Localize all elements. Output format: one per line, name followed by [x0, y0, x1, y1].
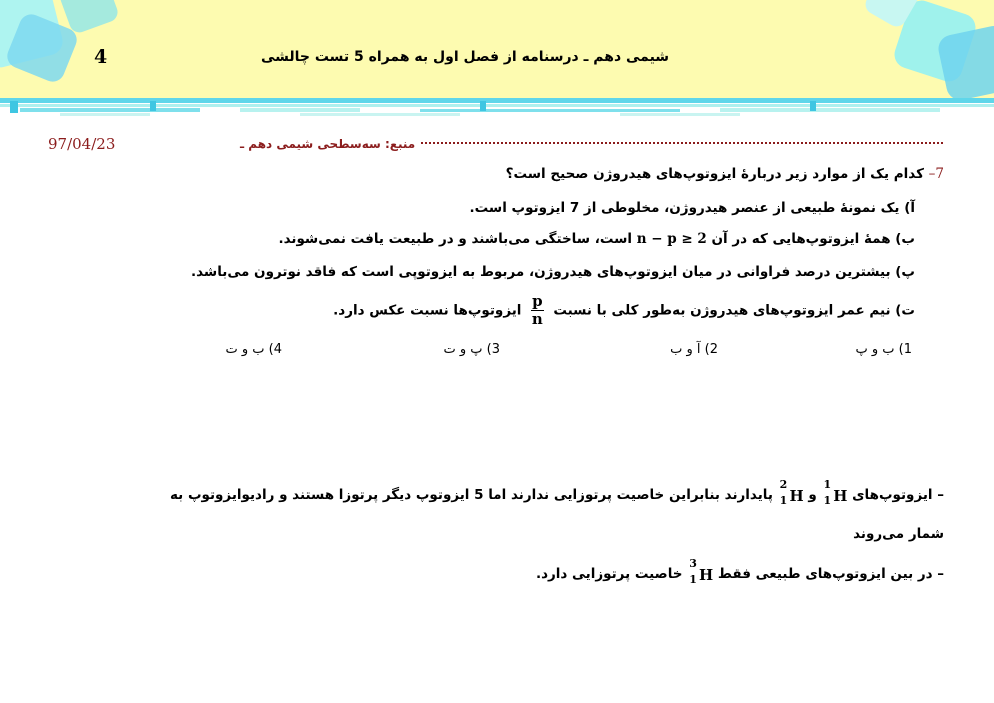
question-stem [506, 166, 944, 182]
statement-c: پ) بیشترین درصد فراوانی در میان ایزوتوپ‌های هیدروژن، مربوط به ایزوتوپی است که فاقد نوترون می‌باشد. [191, 264, 915, 280]
nuclide-atomic: 1 [823, 494, 832, 507]
statement-d-pre: ت) نیم عمر ایزوتوپ‌های هیدروژن به‌طور کلی با نسبت [553, 302, 915, 319]
answer-line-3-post: خاصیت پرتوزایی دارد. [535, 566, 683, 582]
nuclide-h1 [821, 478, 848, 507]
statement-d-post: ایزوتوپ‌ها نسبت عکس دارد. [333, 302, 522, 319]
option-1: 1) ب و پ [855, 342, 912, 357]
statement-b-pre: ب) همهٔ ایزوتوپ‌هایی که در آن [711, 231, 915, 247]
statement-a: آ) یک نمونهٔ طبیعی از عنصر هیدروژن، مخلوطی از 7 ایزوتوپ است. [469, 200, 915, 216]
answer-line-3-pre: – در بین ایزوتوپ‌های طبیعی فقط [717, 566, 944, 582]
answer-line-1-pre: – ایزوتوپ‌های [852, 487, 944, 503]
statement-d [333, 293, 915, 328]
statement-b [278, 231, 915, 247]
fraction-numerator: p [532, 292, 543, 310]
answer-line-1 [169, 478, 944, 507]
header-banner [0, 0, 994, 98]
source-date: 97/04/23 [48, 135, 116, 153]
nuclide-symbol: H [833, 487, 848, 505]
option-2: 2) آ و ب [670, 342, 718, 357]
nuclide-symbol: H [699, 566, 714, 584]
question-number: 7– [928, 166, 944, 182]
nuclide-symbol: H [789, 487, 804, 505]
source-line [48, 135, 943, 155]
statement-b-math: n − p ≥ 2 [636, 231, 707, 247]
fraction-denominator: n [531, 310, 543, 328]
question-text: کدام یک از موارد زیر دربارهٔ ایزوتوپ‌های هیدروژن صحیح است؟ [505, 166, 924, 182]
statement-b-post: است، ساختگی می‌باشند و در طبیعت یافت نمی‌شوند. [278, 231, 633, 247]
decor-stripes [0, 96, 994, 120]
ratio-fraction [531, 293, 544, 328]
nuclide-mass: 2 [779, 478, 788, 491]
option-3: 3) پ و ت [443, 342, 500, 357]
answer-line-2: شمار می‌روند [853, 526, 944, 542]
answer-line-1-post: پایدارند بنابراین خاصیت پرتوزایی ندارند اما 5 ایزوتوپ دیگر پرتوزا هستند و رادیوایزوتوپ به [169, 487, 773, 503]
page-title: شیمی دهم ـ درسنامه از فصل اول به همراه 5 تست چالشی [260, 49, 670, 65]
source-label: منبع: سه‌سطحی شیمی دهم ـ [236, 137, 419, 151]
nuclide-atomic: 1 [689, 573, 697, 586]
nuclide-mass: 1 [823, 478, 832, 491]
answer-line-3 [535, 557, 944, 586]
dotted-rule [378, 142, 943, 144]
nuclide-h3 [687, 557, 714, 586]
option-4: 4) ب و ت [225, 342, 282, 357]
nuclide-h2 [778, 478, 804, 507]
nuclide-mass: 3 [689, 557, 697, 570]
page-number: 4 [94, 46, 108, 68]
nuclide-atomic: 1 [779, 494, 788, 507]
answer-line-1-mid: و [808, 487, 817, 503]
